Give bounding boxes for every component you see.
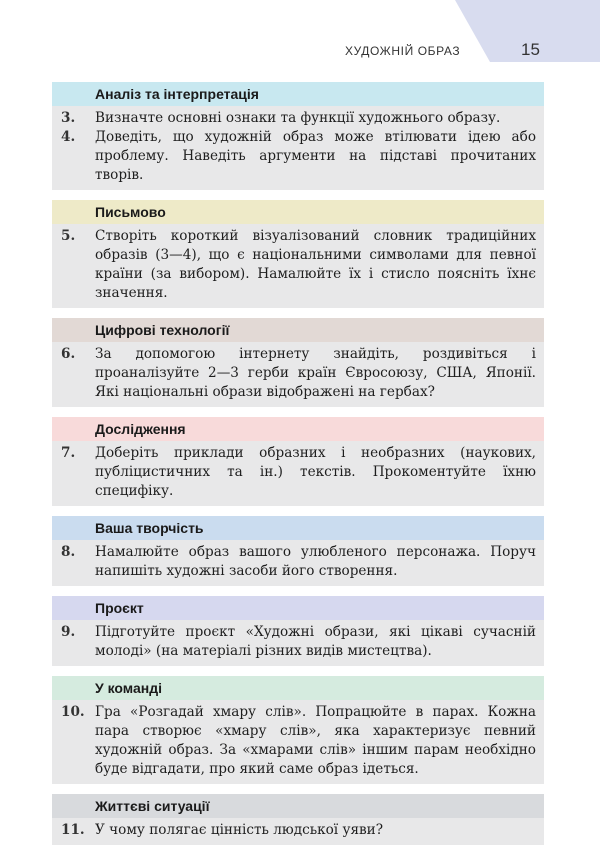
section-body <box>52 700 544 784</box>
section-body <box>52 818 544 845</box>
task-section <box>52 676 544 784</box>
running-title: ХУДОЖНІЙ ОБРАЗ <box>345 44 461 58</box>
page-number: 15 <box>521 40 540 59</box>
task-section <box>52 596 544 666</box>
task-number: 10. <box>61 704 85 720</box>
task-item <box>52 543 536 581</box>
task-text: У чому полягає цінність людської уяви? <box>95 822 384 838</box>
task-number: 9. <box>61 624 76 640</box>
section-body <box>52 540 544 586</box>
task-item <box>52 109 536 128</box>
task-section <box>52 318 544 407</box>
corner-decoration <box>0 0 600 64</box>
task-number: 6. <box>61 346 76 362</box>
task-section <box>52 794 544 845</box>
task-section <box>52 200 544 308</box>
task-text: Доберіть приклади образних і необразних (наукових, публіцистичних та ін.) текстів. Прокоментуйте їхню специфіку. <box>95 445 536 499</box>
task-number: 3. <box>61 110 76 126</box>
section-heading: Цифрові технології <box>52 318 544 342</box>
task-section <box>52 82 544 190</box>
section-heading: Аналіз та інтерпретація <box>52 82 544 106</box>
task-number: 4. <box>61 129 76 145</box>
task-sections <box>52 82 544 855</box>
task-text: За допомогою інтернету знайдіть, роздивіться і проаналізуйте 2—3 герби країн Євросоюзу, США, Японії. Які національні образи відображені на гербах? <box>95 346 536 400</box>
section-body <box>52 224 544 308</box>
section-body <box>52 342 544 407</box>
task-item <box>52 227 536 303</box>
section-body <box>52 106 544 190</box>
task-item <box>52 623 536 661</box>
task-text: Створіть короткий візуалізований словник традиційних образів (3—4), що є національними символами для певної країни (за вибором). Намалюйте їх і стисло поясніть їхнє значення. <box>95 228 536 301</box>
section-heading: Життєві ситуації <box>52 794 544 818</box>
task-text: Доведіть, що художній образ може втілювати ідею або проблему. Наведіть аргументи на підставі прочитаних творів. <box>95 129 536 183</box>
section-body <box>52 620 544 666</box>
task-text: Підготуйте проєкт «Художні образи, які цікаві сучасній молоді» (на матеріалі різних видів мистецтва). <box>95 624 536 659</box>
task-item <box>52 444 536 501</box>
task-text: Намалюйте образ вашого улюбленого персонажа. Поруч напишіть художні засоби його створення. <box>95 544 536 579</box>
task-number: 5. <box>61 228 76 244</box>
task-section <box>52 417 544 506</box>
section-heading: Дослідження <box>52 417 544 441</box>
task-item <box>52 128 536 185</box>
task-number: 7. <box>61 445 76 461</box>
task-item <box>52 821 536 840</box>
task-number: 8. <box>61 544 76 560</box>
task-text: Визначте основні ознаки та функції художнього образу. <box>95 110 501 126</box>
section-heading: Проєкт <box>52 596 544 620</box>
task-text: Гра «Розгадай хмару слів». Попрацюйте в парах. Кожна пара створює «хмару слів», яка характеризує певний художній образ. За «хмарами слів» іншим парам необхідно буде відгадати, про який саме образ ідеться. <box>95 704 536 777</box>
task-item <box>52 345 536 402</box>
section-heading: Ваша творчість <box>52 516 544 540</box>
task-number: 11. <box>61 822 85 838</box>
task-item <box>52 703 536 779</box>
section-heading: У команді <box>52 676 544 700</box>
task-section <box>52 516 544 586</box>
section-body <box>52 441 544 506</box>
section-heading: Письмово <box>52 200 544 224</box>
